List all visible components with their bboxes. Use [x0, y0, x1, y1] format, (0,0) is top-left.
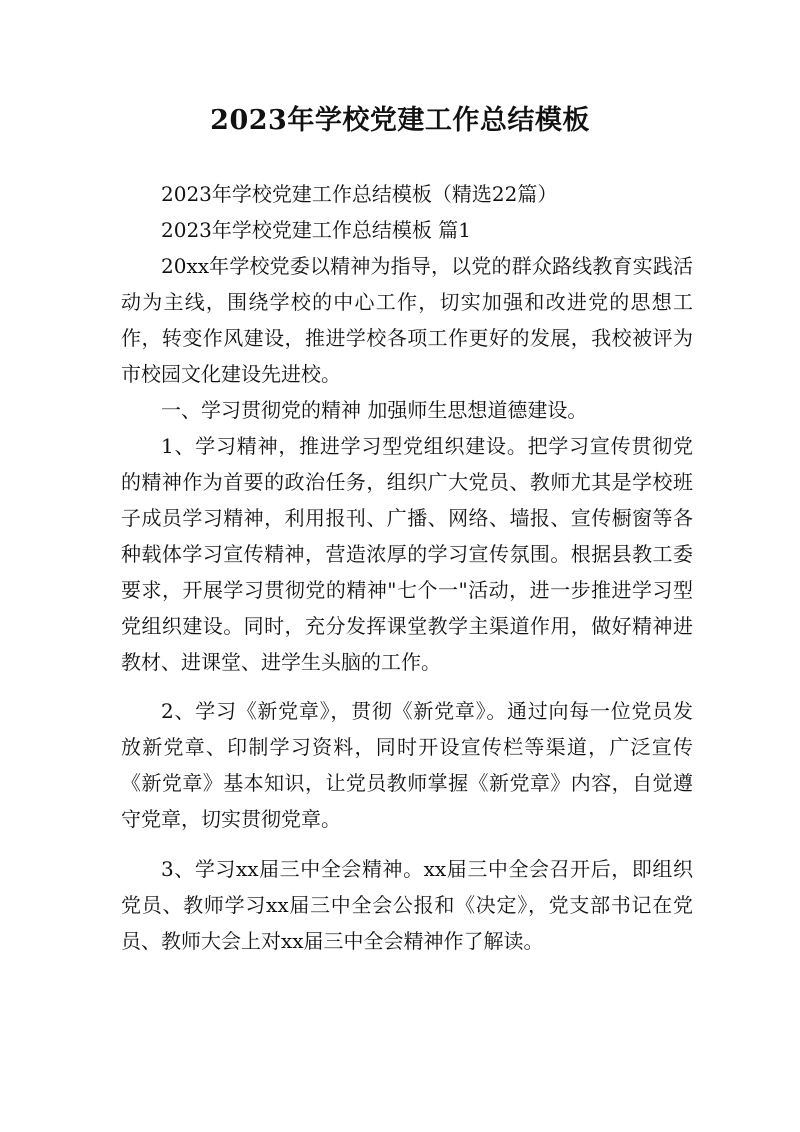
paragraph-item-3: 3、学习xx届三中全会精神。xx届三中全会召开后，即组织党员、教师学习xx届三中全会公报和《决定》，党支部书记在党员、教师大会上对xx届三中全会精神作了解读。 — [121, 857, 693, 953]
paragraph-item-1: 1、学习精神，推进学习型党组织建设。把学习宣传贯彻党的精神作为首要的政治任务，组织广大党员、教师尤其是学校班子成员学习精神，利用报刊、广播、网络、墙报、宣传橱窗等各种载体学习宣传精神，营造浓厚的学习宣传氛围。根据县教工委要求，开展学习贯彻党的精神"七个一"活动，进一步推进学习型党组织建设。同时，充分发挥课堂教学主渠道作用，做好精神进教材、进课堂、进学生头脑的工作。 — [121, 434, 693, 674]
document-subtitle: 2023年学校党建工作总结模板（精选22篇） — [161, 182, 558, 206]
paragraph-item-2: 2、学习《新党章》，贯彻《新党章》。通过向每一位党员发放新党章、印制学习资料，同时开设宣传栏等渠道，广泛宣传《新党章》基本知识，让党员教师掌握《新党章》内容，自觉遵守党章，切实贯彻党章。 — [121, 699, 693, 831]
document-title: 2023年学校党建工作总结模板 — [210, 105, 590, 136]
document-body — [121, 176, 693, 959]
paragraph-section-one-heading: 一、学习贯彻党的精神 加强师生思想道德建设。 — [161, 398, 588, 422]
section-heading: 2023年学校党建工作总结模板 篇1 — [161, 218, 471, 242]
paragraph-intro: 20xx年学校党委以精神为指导，以党的群众路线教育实践活动为主线，围绕学校的中心工作，切实加强和改进党的思想工作，转变作风建设，推进学校各项工作更好的发展，我校被评为市校园文化建设先进校。 — [121, 254, 693, 386]
